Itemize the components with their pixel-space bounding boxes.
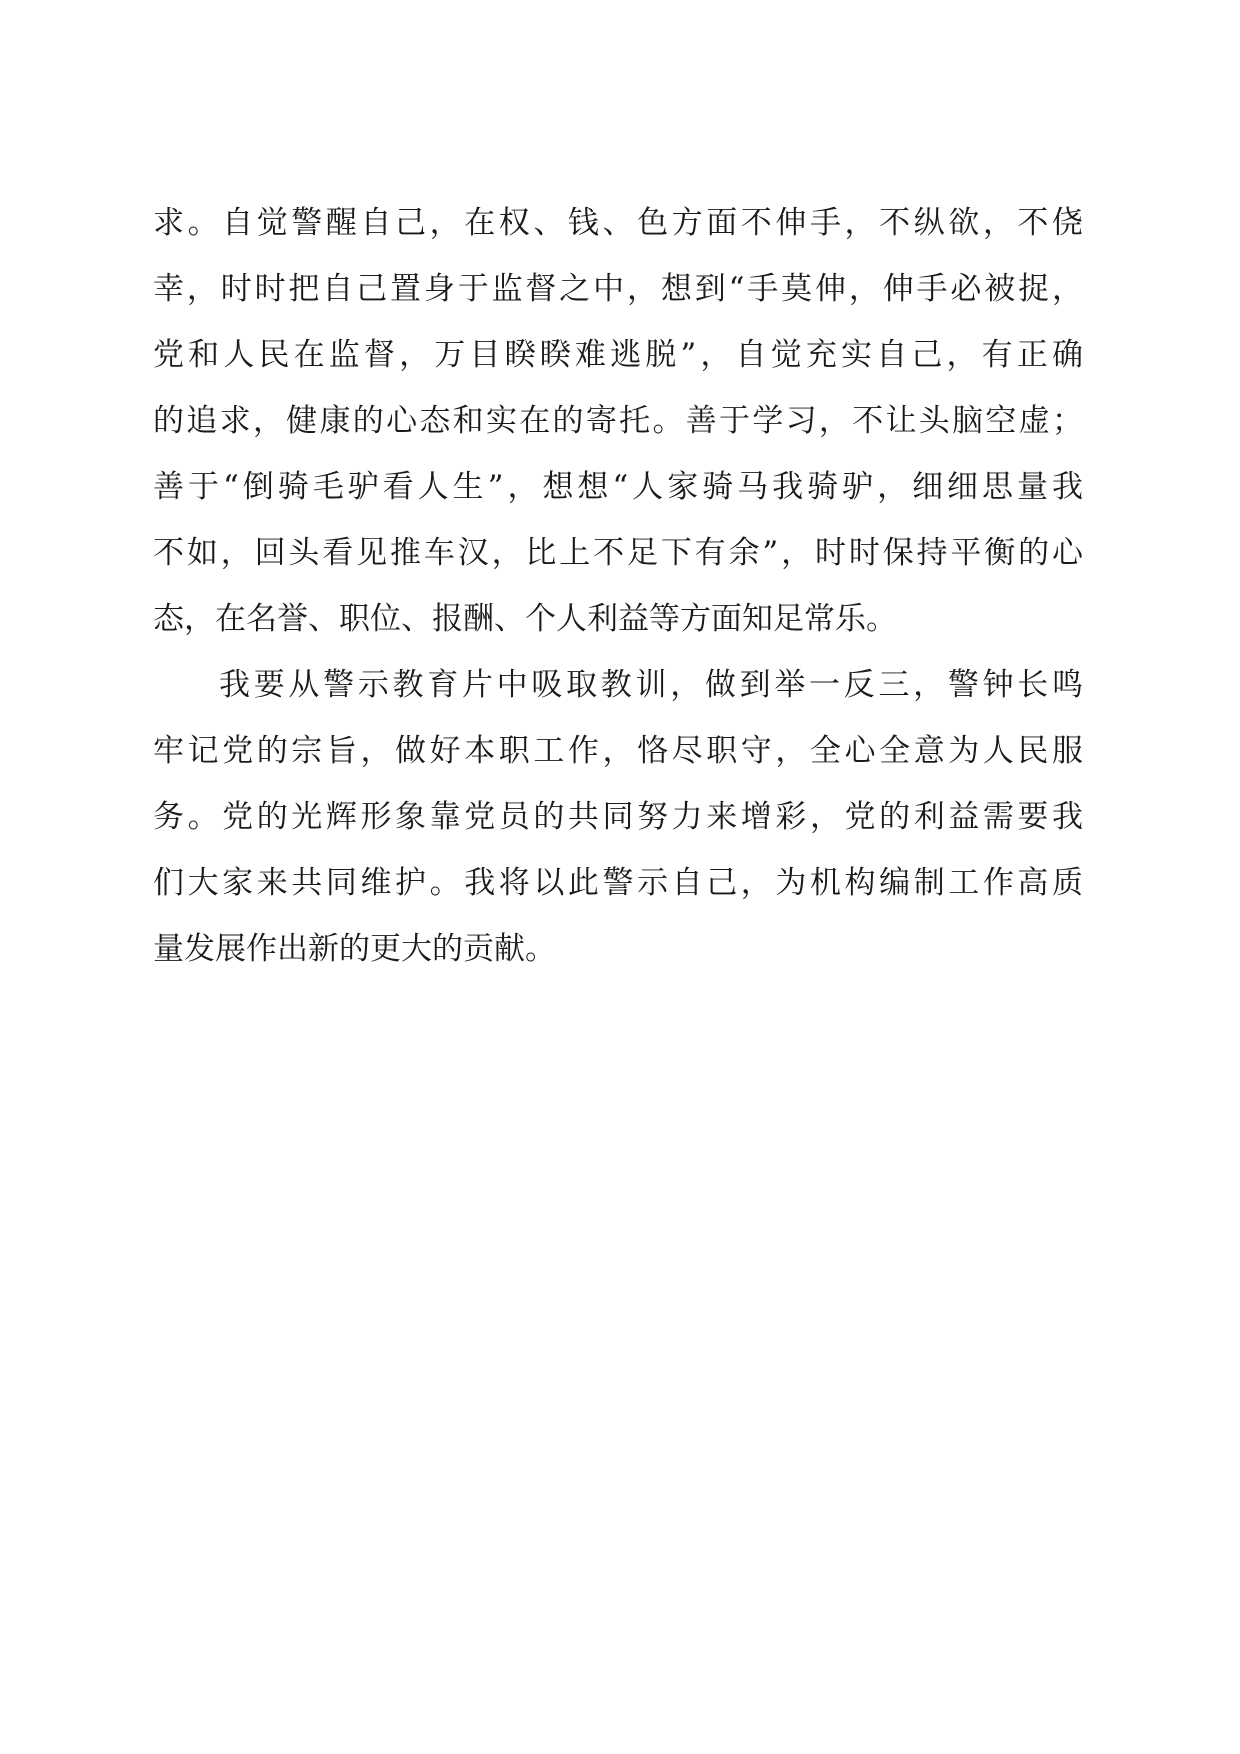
text-line: 量发展作出新的更大的贡献。 (153, 931, 556, 967)
text-line: 们大家来共同维护。我将以此警示自己，为机构编制工作高质 (153, 865, 1083, 901)
text-line: 我要从警示教育片中吸取教训，做到举一反三，警钟长鸣 (219, 667, 1083, 703)
text-line: 务。党的光辉形象靠党员的共同努力来增彩，党的利益需要我 (153, 799, 1083, 835)
text-line: 牢记党的宗旨，做好本职工作，恪尽职守，全心全意为人民服 (153, 733, 1083, 769)
text-line: 幸，时时把自己置身于监督之中，想到“手莫伸，伸手必被捉， (153, 271, 1083, 307)
text-line: 的追求，健康的心态和实在的寄托。善于学习，不让头脑空虚； (153, 403, 1083, 439)
text-line: 善于“倒骑毛驴看人生”，想想“人家骑马我骑驴，细细思量我 (153, 469, 1083, 505)
text-line: 不如，回头看见推车汉，比上不足下有余”，时时保持平衡的心 (153, 535, 1083, 571)
text-line: 党和人民在监督，万目睽睽难逃脱”，自觉充实自己，有正确 (153, 337, 1083, 373)
body-text (153, 190, 1083, 982)
paragraph-2 (153, 652, 1083, 982)
text-line: 求。自觉警醒自己，在权、钱、色方面不伸手，不纵欲，不侥 (153, 205, 1083, 241)
paragraph-1 (153, 190, 1083, 652)
text-line: 态，在名誉、职位、报酬、个人利益等方面知足常乐。 (153, 601, 897, 637)
